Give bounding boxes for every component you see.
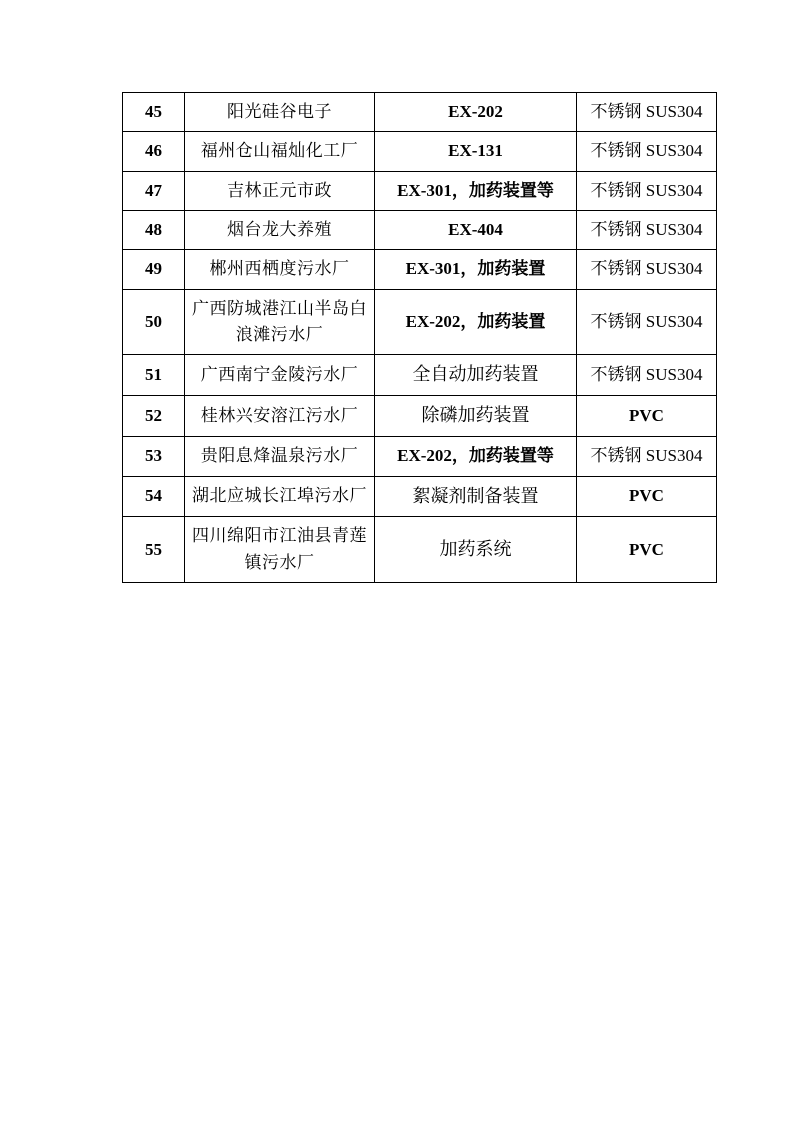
row-model: EX-301，加药装置 [375, 250, 577, 289]
row-project-name: 四川绵阳市江油县青莲镇污水厂 [185, 517, 375, 583]
row-material: 不锈钢 SUS304 [577, 289, 717, 355]
row-model: 全自动加药装置 [375, 355, 577, 396]
row-material: 不锈钢 SUS304 [577, 437, 717, 476]
row-material: 不锈钢 SUS304 [577, 355, 717, 396]
row-project-name: 烟台龙大养殖 [185, 211, 375, 250]
row-model: EX-131 [375, 132, 577, 171]
row-project-name: 福州仓山福灿化工厂 [185, 132, 375, 171]
table-row [123, 396, 717, 437]
table-row [123, 171, 717, 210]
row-model: EX-202 [375, 93, 577, 132]
row-index: 54 [123, 476, 185, 517]
project-reference-table [122, 92, 717, 583]
row-project-name: 广西防城港江山半岛白浪滩污水厂 [185, 289, 375, 355]
row-model: 除磷加药装置 [375, 396, 577, 437]
table-row [123, 476, 717, 517]
row-index: 45 [123, 93, 185, 132]
row-index: 47 [123, 171, 185, 210]
row-material: 不锈钢 SUS304 [577, 171, 717, 210]
row-index: 50 [123, 289, 185, 355]
row-project-name: 桂林兴安溶江污水厂 [185, 396, 375, 437]
row-material: 不锈钢 SUS304 [577, 93, 717, 132]
table-row [123, 355, 717, 396]
row-material: 不锈钢 SUS304 [577, 211, 717, 250]
row-index: 52 [123, 396, 185, 437]
row-material: 不锈钢 SUS304 [577, 132, 717, 171]
row-index: 46 [123, 132, 185, 171]
row-index: 48 [123, 211, 185, 250]
row-index: 55 [123, 517, 185, 583]
row-model: 加药系统 [375, 517, 577, 583]
row-index: 53 [123, 437, 185, 476]
row-model: EX-301，加药装置等 [375, 171, 577, 210]
row-material: PVC [577, 476, 717, 517]
row-project-name: 阳光硅谷电子 [185, 93, 375, 132]
row-model: EX-404 [375, 211, 577, 250]
row-model: 絮凝剂制备装置 [375, 476, 577, 517]
table-row [123, 132, 717, 171]
table-row [123, 437, 717, 476]
row-project-name: 郴州西栖度污水厂 [185, 250, 375, 289]
table-body [123, 93, 717, 583]
table-row [123, 517, 717, 583]
row-material: PVC [577, 517, 717, 583]
row-material: PVC [577, 396, 717, 437]
table-row [123, 93, 717, 132]
table-row [123, 211, 717, 250]
row-project-name: 广西南宁金陵污水厂 [185, 355, 375, 396]
row-project-name: 湖北应城长江埠污水厂 [185, 476, 375, 517]
row-material: 不锈钢 SUS304 [577, 250, 717, 289]
table-row [123, 289, 717, 355]
row-index: 49 [123, 250, 185, 289]
row-index: 51 [123, 355, 185, 396]
row-project-name: 贵阳息烽温泉污水厂 [185, 437, 375, 476]
row-model: EX-202，加药装置等 [375, 437, 577, 476]
table-row [123, 250, 717, 289]
row-project-name: 吉林正元市政 [185, 171, 375, 210]
row-model: EX-202，加药装置 [375, 289, 577, 355]
